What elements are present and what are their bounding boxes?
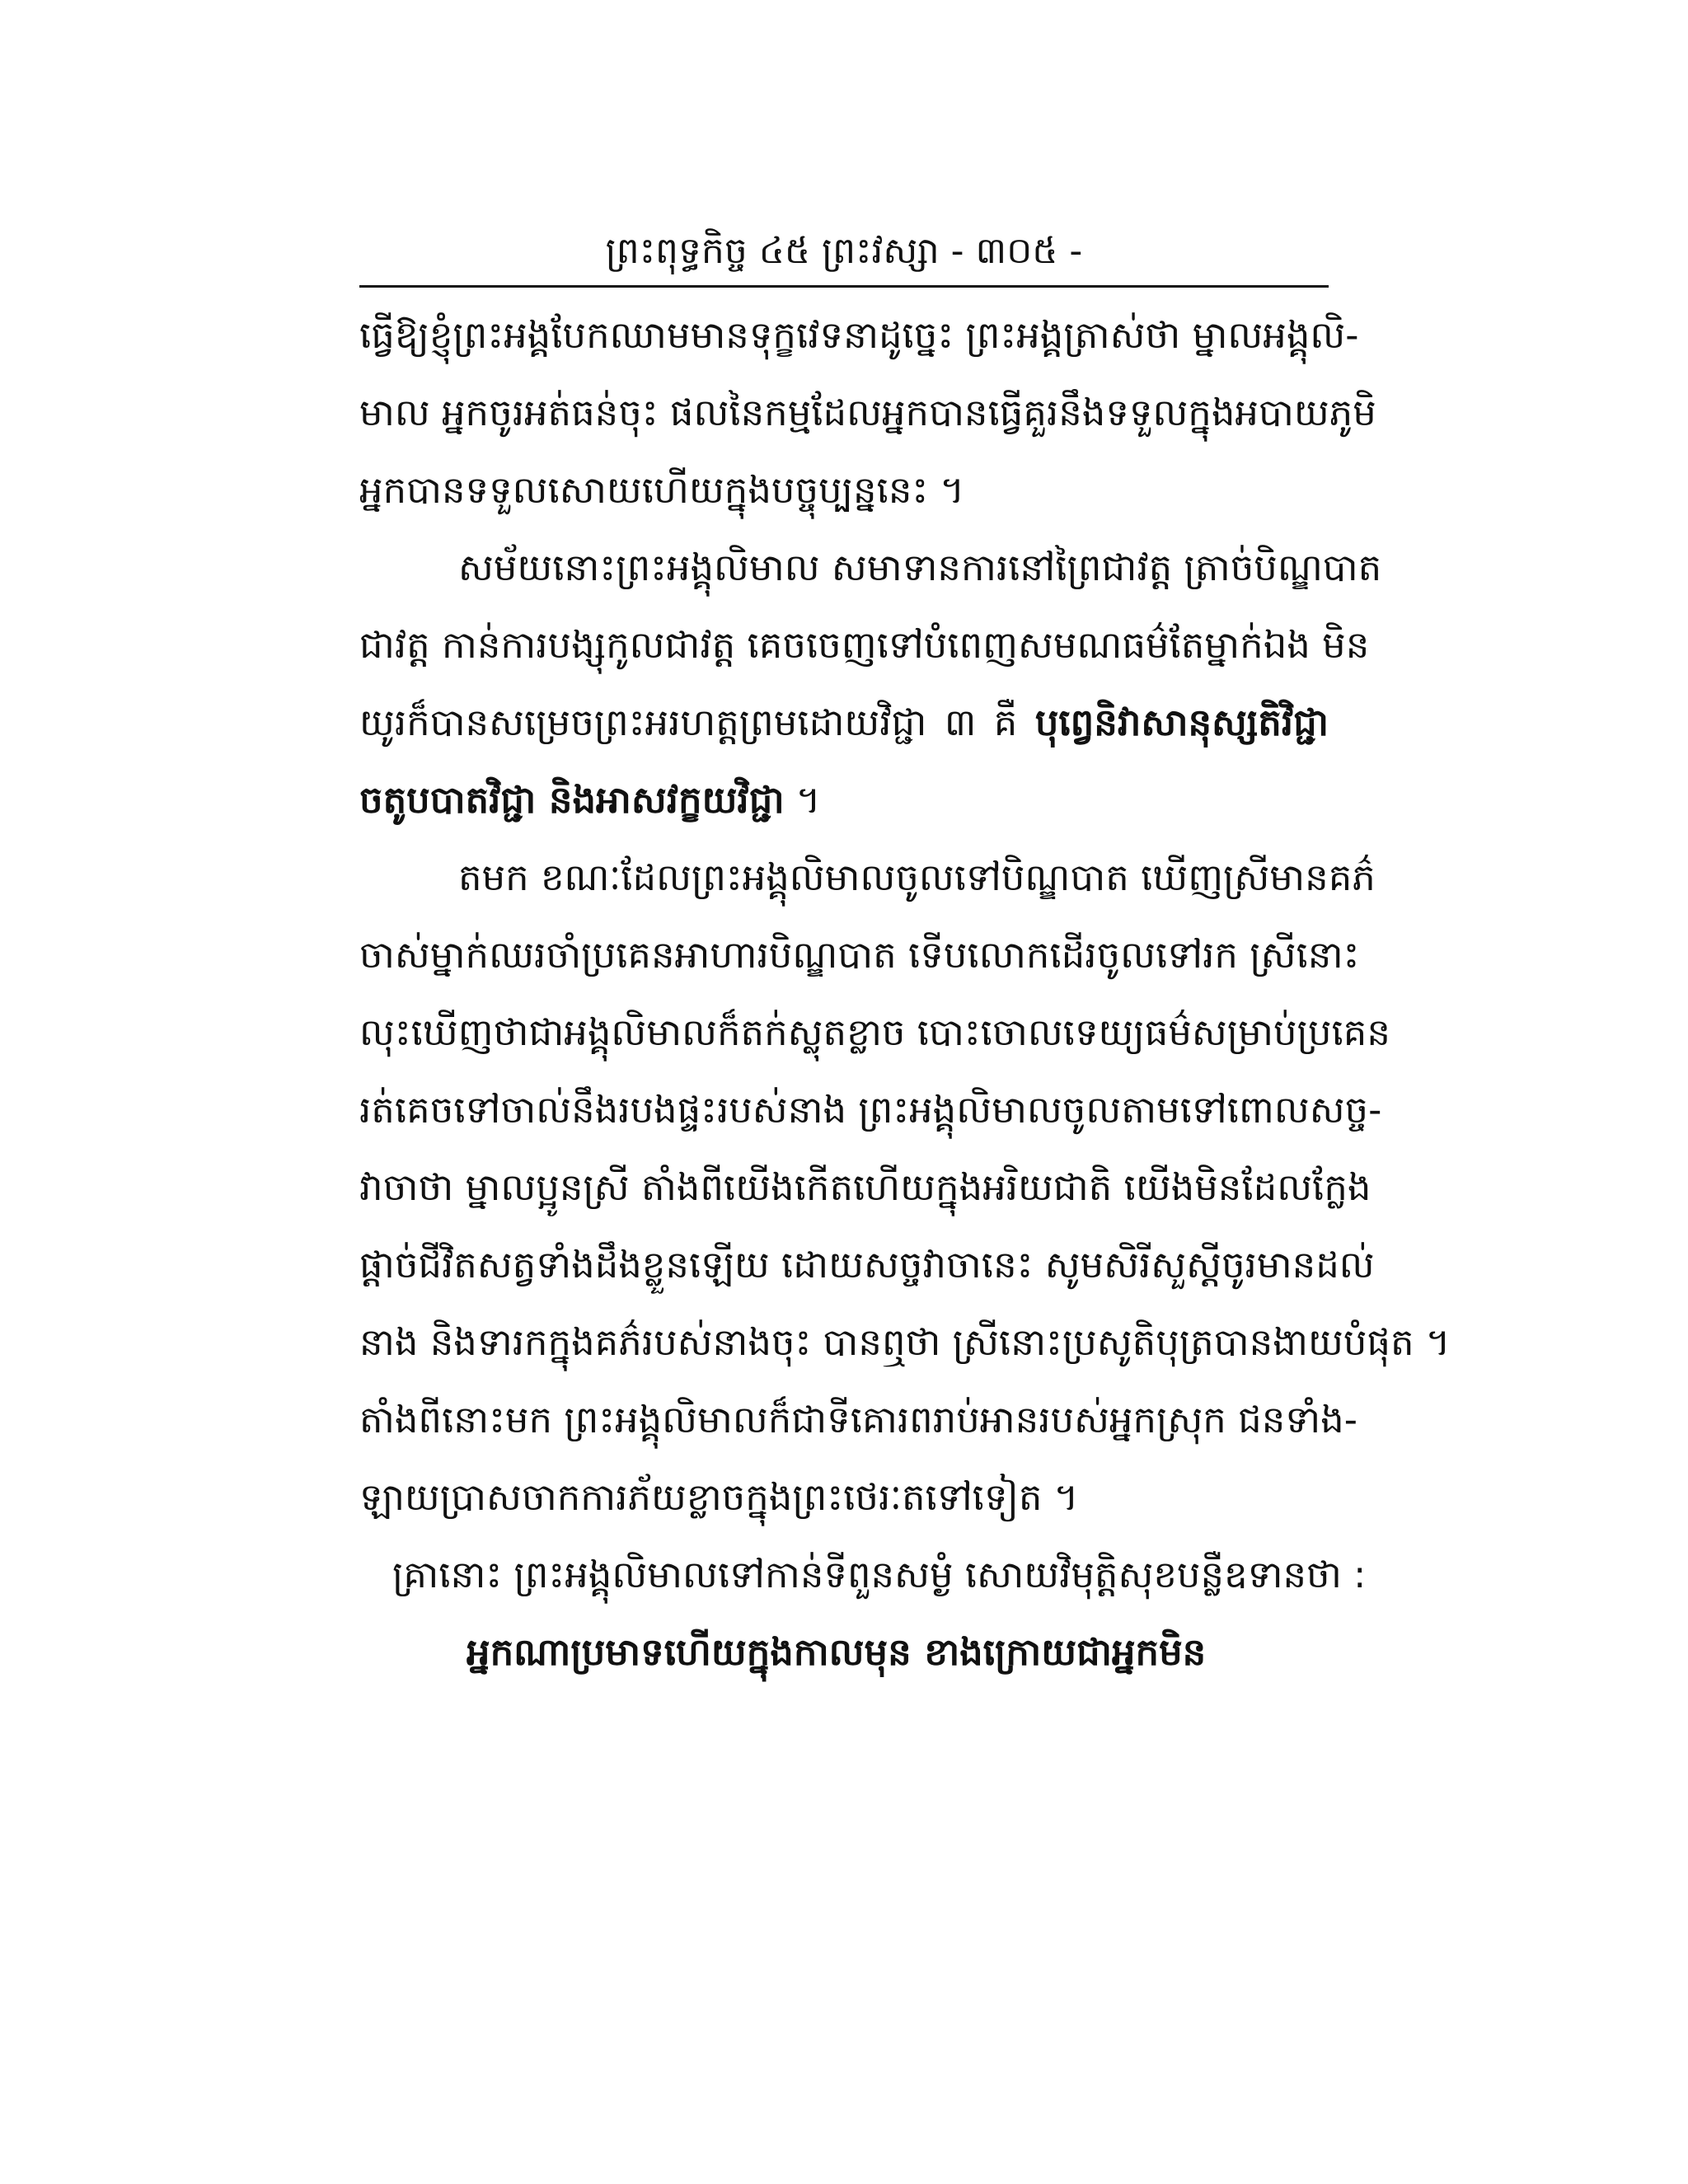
paragraph-3-line-3: លុះឃើញថាជាអង្គុលិមាលក៏តក់ស្លុតខ្លាច បោះចោលទេយ្យធម៌សម្រាប់ប្រគេន bbox=[359, 1010, 1390, 1054]
paragraph-2-line-4-end: ។ bbox=[784, 778, 821, 822]
verse-line-1: អ្នកណាប្រមាទហើយក្នុងកាលមុន ខាងក្រោយជាអ្នកមិន bbox=[467, 1630, 1207, 1674]
paragraph-2-line-3 bbox=[359, 684, 1329, 762]
paragraph-3-line-6: ផ្តាច់ជីវិតសត្វទាំងដឹងខ្លួនឡើយ ដោយសច្ចវាចានេះ សូមសិរីសួស្តីចូរមានដល់ bbox=[359, 1243, 1375, 1286]
paragraph-3-line-5: វាចាថា ម្នាលប្អូនស្រី តាំងពីយើងកើតហើយក្នុងអរិយជាតិ យើងមិនដែលក្លែង bbox=[359, 1165, 1372, 1209]
paragraph-4-line-1: គ្រានោះ ព្រះអង្គុលិមាលទៅកាន់ទីពួនសម្ងំ សោយវិមុត្តិសុខបន្លឺឧទានថា : bbox=[392, 1553, 1367, 1596]
paragraph-1-line-3: អ្នកបានទទួលសោយហើយក្នុងបច្ចុប្បន្ននេះ ។ bbox=[359, 468, 965, 512]
paragraph-1-line-1: ធ្វើឱ្យខ្ញុំព្រះអង្គបែកឈាមមានទុក្ខវេទនាដូច្នេះ ព្រះអង្គត្រាស់ថា ម្នាលអង្គុលិ- bbox=[359, 313, 1359, 357]
paragraph-2-line-3-bold-text: បុព្វេនិវាសានុស្សតិវិជ្ជា bbox=[1034, 701, 1329, 744]
paragraph-3-line-2: ចាស់ម្នាក់ឈរចាំប្រគេនអាហារបិណ្ឌបាត ទើបលោកដើរចូលទៅរក ស្រីនោះ bbox=[359, 933, 1360, 977]
paragraph-2-line-4 bbox=[359, 762, 1329, 839]
paragraph-3-line-7: នាង និងទារកក្នុងគភ៌របស់នាងចុះ បានឮថា ស្រីនោះប្រសូតិបុត្របានងាយបំផុត ។ bbox=[359, 1320, 1451, 1364]
page-header: ព្រះពុទ្ធកិច្ច ៤៥ ព្រះវស្សា - ៣០៥ - bbox=[605, 230, 1083, 272]
paragraph-2-line-1: សម័យនោះព្រះអង្គុលិមាល សមាទានការនៅព្រៃជាវត្ត ត្រាច់បិណ្ឌបាត bbox=[458, 546, 1382, 589]
paragraph-3-line-1: តមក ខណៈដែលព្រះអង្គុលិមាលចូលទៅបិណ្ឌបាត ឃើញស្រីមានគភ៌ bbox=[458, 855, 1376, 899]
paragraph-2-line-2: ជាវត្ត កាន់ការបង្សុកូលជាវត្ត គេចចេញទៅបំពេញសមណធម៌តែម្នាក់ឯង មិន bbox=[359, 623, 1370, 667]
paragraph-3-line-4: រត់គេចទៅចាល់នឹងរបងផ្ទះរបស់នាង ព្រះអង្គុលិមាលចូលតាមទៅពោលសច្ច- bbox=[359, 1088, 1382, 1132]
header-divider bbox=[359, 285, 1329, 288]
paragraph-2-line-4-bold-text: ចតូបបាតវិជ្ជា និងអាសវក្ខយវិជ្ជា bbox=[359, 778, 785, 822]
body-text bbox=[359, 297, 1451, 1691]
paragraph-3-line-8: តាំងពីនោះមក ព្រះអង្គុលិមាលក៏ជាទីគោរពរាប់អានរបស់អ្នកស្រុក ជនទាំង- bbox=[359, 1398, 1357, 1441]
paragraph-1-line-2: មាល អ្នកចូរអត់ធន់ចុះ ផលនៃកម្មដែលអ្នកបានធ្វើគួរនឹងទទួលក្នុងអបាយភូមិ bbox=[359, 391, 1376, 434]
paragraph-3-line-9: ឡាយប្រាសចាកការភ័យខ្លាចក្នុងព្រះថេរៈតទៅទៀត ។ bbox=[359, 1475, 1079, 1519]
paragraph-2-line-3-text: យូរក៏បានសម្រេចព្រះអរហត្តព្រមដោយវិជ្ជា ៣ គឺ bbox=[359, 701, 1035, 744]
